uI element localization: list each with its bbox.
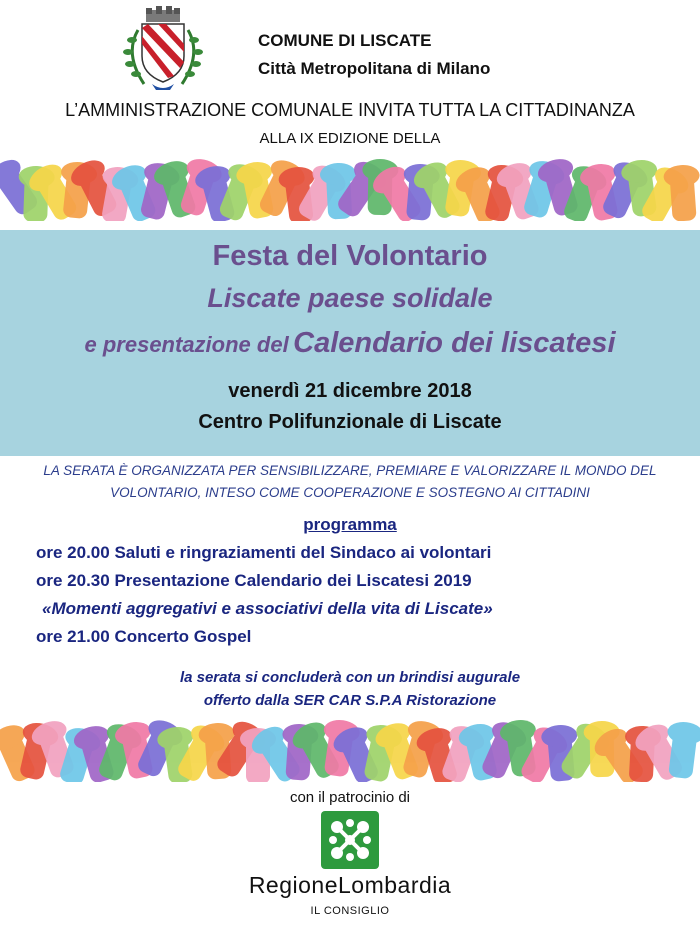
colored-hands-icon bbox=[0, 157, 700, 221]
region-council: IL CONSIGLIO bbox=[310, 905, 390, 917]
programma-item: ore 20.30 Presentazione Calendario dei Liscatesi 2019 bbox=[36, 571, 472, 590]
rosa-camuna-icon bbox=[321, 811, 379, 869]
event-title: Festa del Volontario bbox=[212, 240, 488, 272]
presentation-line bbox=[0, 327, 700, 360]
description-line: LA SERATA È ORGANIZZATA PER SENSIBILIZZARE, PREMIARE E VALORIZZARE IL MONDO DEL bbox=[43, 463, 657, 478]
hand-shape bbox=[669, 170, 696, 221]
region-name: RegioneLombardia bbox=[248, 872, 452, 898]
programma-item: ore 21.00 Concerto Gospel bbox=[36, 627, 252, 646]
patronage-label: con il patrocinio di bbox=[289, 789, 411, 806]
programma-title: programma bbox=[303, 515, 397, 534]
event-subtitle: Liscate paese solidale bbox=[207, 283, 493, 313]
coat-of-arms-icon bbox=[118, 6, 208, 92]
closing-line: la serata si concluderà con un brindisi augurale bbox=[179, 669, 521, 686]
description-line: VOLONTARIO, INTESO COME COOPERAZIONE E SOSTEGNO AI CITTADINI bbox=[110, 485, 590, 500]
colored-hands-icon bbox=[0, 718, 700, 782]
programma-item: «Momenti aggregativi e associativi della vita di Liscate» bbox=[42, 599, 493, 618]
invite-line: L’AMMINISTRAZIONE COMUNALE INVITA TUTTA LA CITTADINANZA bbox=[65, 100, 635, 120]
event-date: venerdì 21 dicembre 2018 bbox=[228, 380, 472, 402]
presentation-main: Calendario dei liscatesi bbox=[293, 327, 616, 359]
comune-subtitle: Città Metropolitana di Milano bbox=[258, 59, 491, 78]
presentation-prefix: e presentazione del bbox=[84, 332, 289, 357]
comune-name: COMUNE DI LISCATE bbox=[258, 31, 432, 50]
closing-line: offerto dalla SER CAR S.P.A Ristorazione bbox=[203, 692, 497, 709]
edition-line: ALLA IX EDIZIONE DELLA bbox=[259, 130, 441, 147]
programma-item: ore 20.00 Saluti e ringraziamenti del Sindaco ai volontari bbox=[36, 543, 492, 562]
event-venue: Centro Polifunzionale di Liscate bbox=[198, 411, 502, 433]
hand-shape bbox=[668, 727, 698, 780]
